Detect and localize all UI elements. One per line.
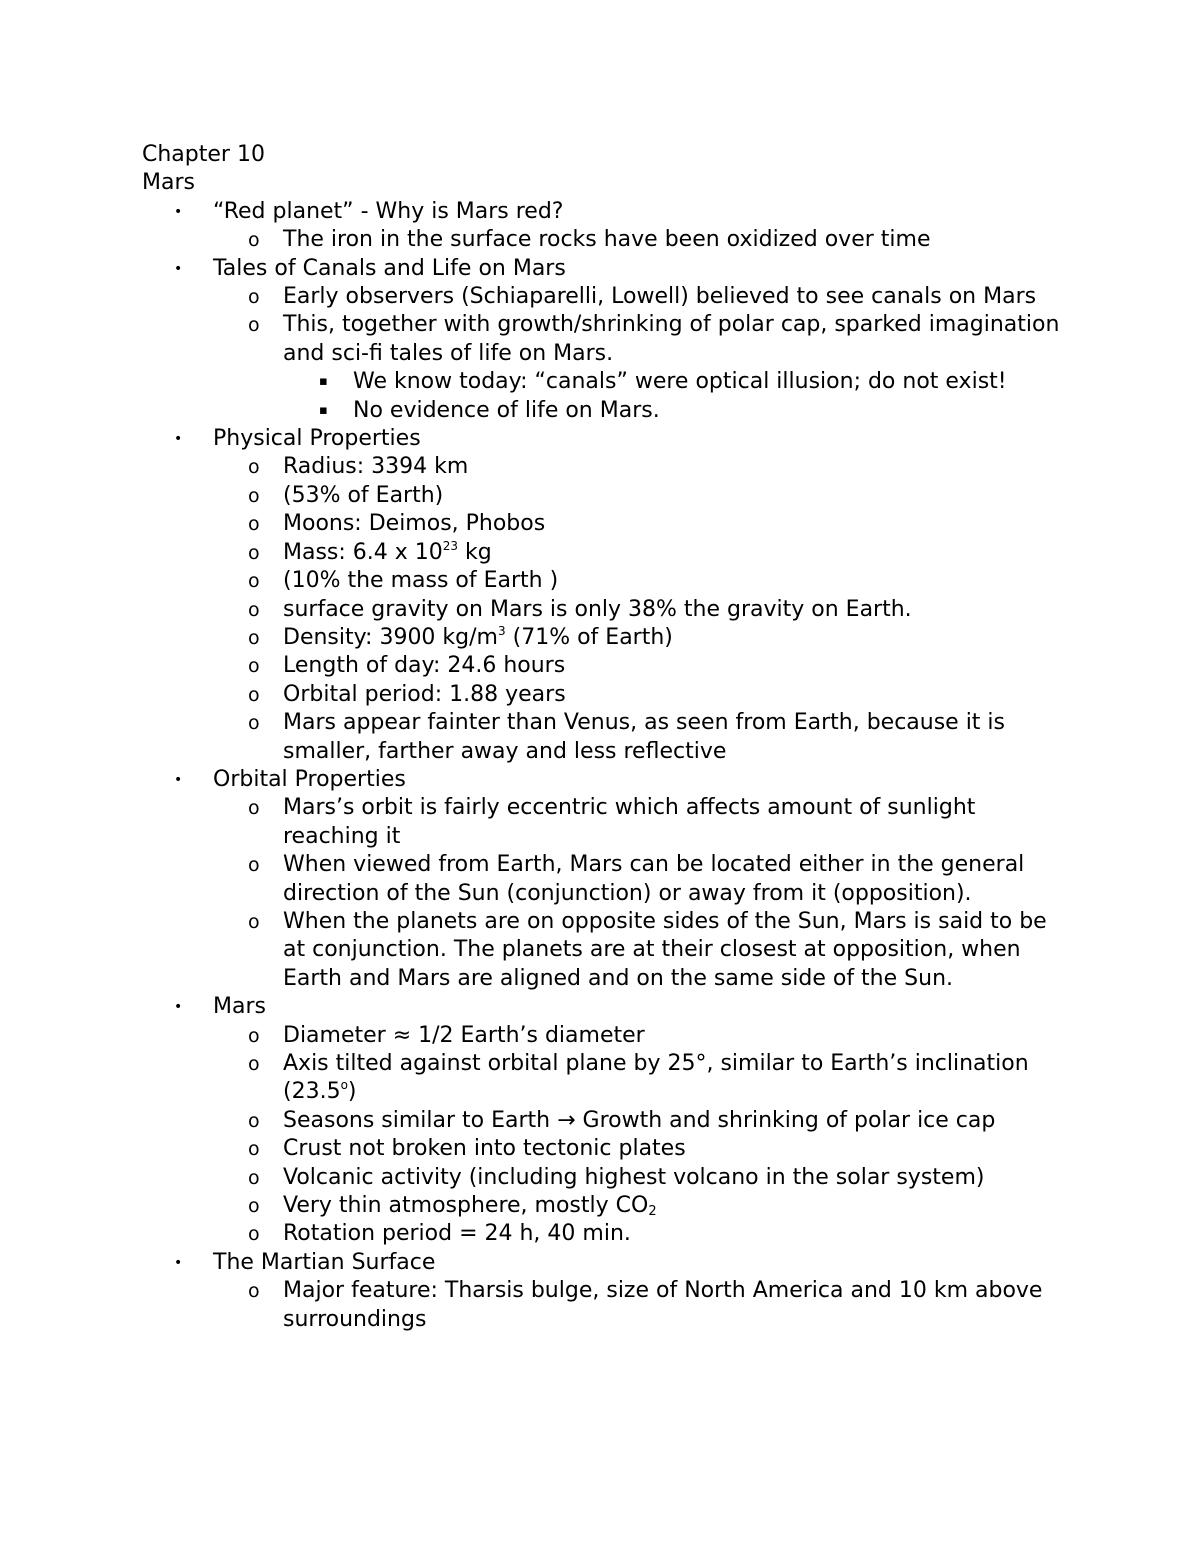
item-text: Length of day: 24.6 hours <box>283 653 566 679</box>
item-text: Axis tilted against orbital plane by 25°, similar to Earth’s inclination (23.5 <box>283 1051 1029 1105</box>
section-heading: Orbital Properties <box>213 766 406 792</box>
section-heading: Mars <box>213 994 266 1020</box>
bullet-marker: o <box>248 541 260 564</box>
outline-section <box>142 766 1072 993</box>
bullet-marker: o <box>248 910 260 933</box>
list-item <box>213 681 1072 709</box>
section-items <box>213 226 1072 254</box>
item-text: Rotation period = 24 h, 40 min. <box>283 1221 631 1247</box>
sub-item-text: We know today: “canals” were optical illusion; do not exist! <box>353 369 1007 395</box>
item-text: (53% of Earth) <box>283 482 444 508</box>
section-items <box>213 1022 1072 1249</box>
list-item <box>213 283 1072 311</box>
list-item <box>213 311 1072 425</box>
bullet-marker: • <box>174 203 183 220</box>
list-item <box>213 1022 1072 1050</box>
list-item <box>213 567 1072 595</box>
bullet-marker: o <box>248 484 260 507</box>
item-text: Density: 3900 kg/m <box>283 624 498 650</box>
list-item <box>213 851 1072 908</box>
item-text-suffix: (71% of Earth) <box>505 624 673 650</box>
bullet-marker: • <box>174 1254 183 1271</box>
section-heading: “Red planet” - Why is Mars red? <box>213 198 564 224</box>
item-text: Major feature: Tharsis bulge, size of North America and 10 km above surroundings <box>283 1278 1043 1332</box>
bullet-marker: o <box>248 626 260 649</box>
list-item <box>213 482 1072 510</box>
outline-section <box>142 425 1072 766</box>
section-items <box>213 283 1072 425</box>
bullet-marker: o <box>248 655 260 678</box>
superscript: 3 <box>497 623 506 638</box>
bullet-marker: o <box>248 513 260 536</box>
sub-item-text: No evidence of life on Mars. <box>353 397 660 423</box>
outline-section <box>142 993 1072 1249</box>
bullet-marker: ▪ <box>319 374 328 390</box>
list-item <box>213 652 1072 680</box>
item-text: When viewed from Earth, Mars can be located either in the general direction of the Sun (conjunction) or away from it (opposition). <box>283 852 1025 906</box>
list-item <box>213 453 1072 481</box>
superscript: o <box>340 1078 348 1093</box>
item-text: Very thin atmosphere, mostly CO <box>283 1193 649 1219</box>
item-text: Mass: 6.4 x 10 <box>283 539 443 565</box>
bullet-marker: o <box>248 683 260 706</box>
list-item <box>213 1107 1072 1135</box>
section-heading: Tales of Canals and Life on Mars <box>213 255 566 281</box>
bullet-marker: o <box>248 286 260 309</box>
section-items <box>213 1277 1072 1334</box>
list-item <box>213 794 1072 851</box>
section-items <box>213 453 1072 765</box>
bullet-marker: o <box>248 229 260 252</box>
bullet-marker: o <box>248 314 260 337</box>
bullet-marker: o <box>248 854 260 877</box>
list-item <box>213 1164 1072 1192</box>
item-text: Crust not broken into tectonic plates <box>283 1136 686 1162</box>
subscript: 2 <box>648 1204 657 1220</box>
list-item <box>213 1220 1072 1248</box>
bullet-marker: • <box>174 999 183 1016</box>
chapter-heading: Chapter 10 <box>142 142 265 167</box>
list-item <box>213 709 1072 766</box>
outline-section <box>142 255 1072 425</box>
document-title: Mars <box>142 170 195 196</box>
bullet-marker: o <box>248 1053 260 1075</box>
item-text: Orbital period: 1.88 years <box>283 681 566 707</box>
bullet-marker: o <box>248 1223 260 1246</box>
bullet-marker: o <box>248 456 260 479</box>
outline-section <box>142 198 1072 255</box>
bullet-marker: • <box>174 431 183 448</box>
bullet-marker: o <box>248 1166 260 1189</box>
list-item <box>213 1050 1072 1107</box>
list-item <box>213 226 1072 254</box>
sub-list-item <box>283 397 1072 425</box>
outline-section <box>142 1249 1072 1334</box>
item-text: Early observers (Schiaparelli, Lowell) believed to see canals on Mars <box>283 284 1037 310</box>
item-text: Seasons similar to Earth → Growth and shrinking of polar ice cap <box>283 1107 996 1133</box>
bullet-marker: o <box>248 1138 260 1161</box>
bullet-marker: o <box>248 1195 260 1218</box>
bullet-marker: o <box>248 1109 260 1132</box>
superscript: 23 <box>442 538 459 553</box>
bullet-marker: o <box>248 1024 260 1047</box>
list-item <box>213 624 1072 652</box>
item-text: (10% the mass of Earth ) <box>283 568 559 594</box>
outline-list <box>142 198 1072 1334</box>
bullet-marker: o <box>248 1280 260 1303</box>
bullet-marker: • <box>174 771 183 788</box>
item-text: Volcanic activity (including highest volcano in the solar system) <box>283 1164 985 1190</box>
section-items <box>213 794 1072 993</box>
section-heading: Physical Properties <box>213 426 421 452</box>
item-text: Radius: 3394 km <box>283 454 469 480</box>
item-text: This, together with growth/shrinking of polar cap, sparked imagination and sci-fi tales of life on Mars. <box>283 312 1060 366</box>
sub-items <box>283 368 1072 425</box>
bullet-marker: o <box>248 797 260 820</box>
item-text: Mars appear fainter than Venus, as seen from Earth, because it is smaller, farther away and less reflective <box>283 710 1006 764</box>
list-item <box>213 510 1072 538</box>
list-item <box>213 596 1072 624</box>
bullet-marker: o <box>248 598 260 621</box>
list-item <box>213 1277 1072 1334</box>
item-text: surface gravity on Mars is only 38% the gravity on Earth. <box>283 596 912 622</box>
section-heading: The Martian Surface <box>213 1249 436 1275</box>
sub-list-item <box>283 368 1072 396</box>
item-text-suffix: kg <box>458 539 492 565</box>
bullet-marker: o <box>248 712 260 735</box>
bullet-marker: ▪ <box>319 402 328 418</box>
list-item <box>213 908 1072 993</box>
item-text: When the planets are on opposite sides of the Sun, Mars is said to be at conjunction. The planets are at their closest at opposition, when Earth and Mars are aligned and on the same side of the Sun. <box>283 908 1047 991</box>
list-item <box>213 1192 1072 1220</box>
list-item <box>213 1135 1072 1163</box>
bullet-marker: o <box>248 570 260 593</box>
item-text: Diameter ≈ 1/2 Earth’s diameter <box>283 1022 645 1048</box>
bullet-marker: • <box>174 260 183 277</box>
document-body <box>142 141 1072 1334</box>
item-text-suffix: ) <box>347 1079 357 1105</box>
item-text: Mars’s orbit is fairly eccentric which affects amount of sunlight reaching it <box>283 795 976 849</box>
item-text: Moons: Deimos, Phobos <box>283 511 546 537</box>
list-item <box>213 539 1072 567</box>
item-text: The iron in the surface rocks have been oxidized over time <box>283 227 931 253</box>
